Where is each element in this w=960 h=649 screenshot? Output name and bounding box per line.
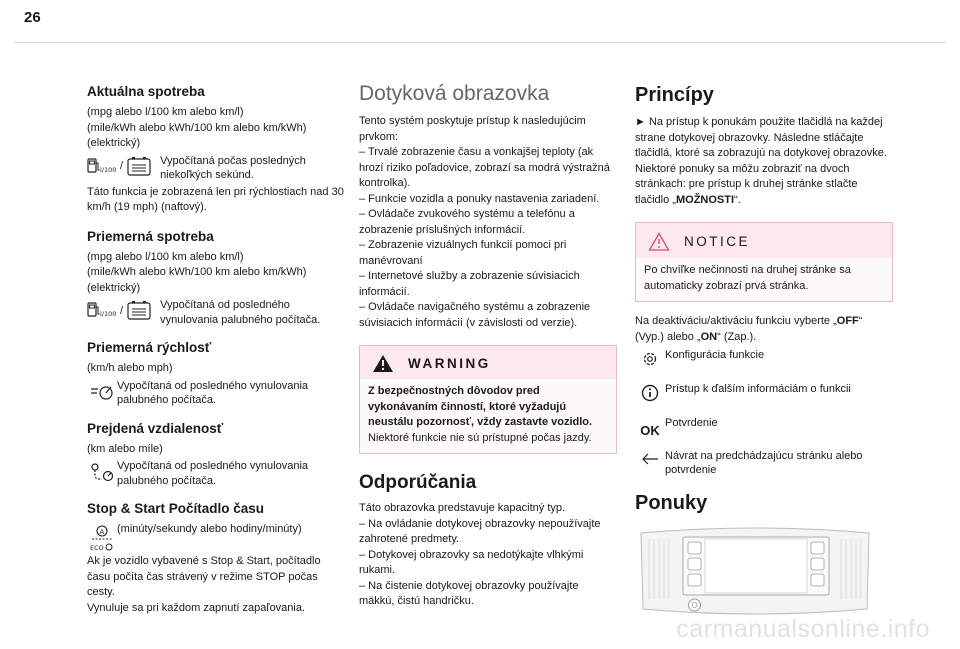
distance-icon-row: Vypočítaná od posledného vynulovania palubného počítača. [87,459,345,488]
svg-text:l/100: l/100 [100,165,117,174]
column-principles [635,74,893,617]
list-item: – Ovládače zvukového systému a telefónu a zobrazenie príslušných informácií. [359,208,575,236]
heading-principles: Princípy [635,84,714,106]
average-consumption-icon-row: l/100 / Vypočítaná od posledného vynulovania palubného počítača. [87,298,345,327]
list-item: – Ovládače navigačného systému a zobrazenie súvisiacich informácií (v závislosti od verzie). [359,301,591,329]
warning-box [359,345,617,454]
unit-distance: (km alebo míle) [87,442,163,455]
notice-title: NOTICE [684,234,751,249]
info-row: Prístup k ďalším informáciám o funkcii [635,382,893,402]
warning-bold-text: Z bezpečnostných dôvodov pred vykonávaním činností, ktoré vyžadujú neustálu pozornosť, vždy zastavte vozidlo. [368,385,593,428]
note-stop-start-2: Vynuluje sa pri každom zapnutí zapaľovania. [87,601,306,614]
notice-box [635,222,893,302]
eco-label: ECO [90,544,104,552]
touch-screen-intro: Tento systém poskytuje prístup k nasledujúcim prvkom: [359,115,586,143]
watermark: carmanualsonline.info [676,615,930,643]
warning-triangle-icon [372,354,394,373]
units-current-consumption: (mpg alebo l/100 km alebo km/l) (mile/kWh alebo kWh/100 km alebo km/kWh) (elektrický) [87,106,307,149]
note-stop-start-1: Ak je vozidlo vybavené s Stop & Start, počítadlo času počíta čas strávený v režime STOP počas cesty. [87,555,321,598]
warning-title: WARNING [408,356,491,371]
header-rule [14,42,946,43]
column-touch-screen [359,74,617,610]
list-item: – Internetové služby a zobrazenie súvisiacich informácií. [359,270,580,298]
heading-recommendations: Odporúčania [359,472,477,493]
page-number: 26 [24,9,41,26]
fuel-consumption-icon [87,301,117,321]
list-item: – Funkcie vozidla a ponuky nastavenia zariadení. [359,192,600,205]
principles-text: ► Na prístup k ponukám použite tlačidlá na každej strane dotykovej obrazovky. Následne stláčajte tlačidlá, ktoré sa zobrazujú na dotykovej obrazovke. Niektoré ponuky sa môžu zobraziť na dvoch stránkach: pre prístup k druhej stránke stlačte tlačidlo „MOŽNOSTI“. [635,116,887,206]
battery-consumption-icon [126,156,154,178]
back-row: Návrat na predchádzajúcu stránku alebo potvrdenie [635,449,893,478]
info-icon [641,384,659,402]
heading-menus: Ponuky [635,491,708,514]
stop-start-icon-row: A ECO (minúty/sekundy alebo hodiny/minúty) [90,523,302,552]
distance-route-icon [89,461,115,483]
heading-touch-screen: Dotyková obrazovka [359,82,550,105]
average-speed-icon-row: Vypočítaná od posledného vynulovania palubného počítača. [87,379,345,408]
current-consumption-icon-row: l/100 / Vypočítaná počas posledných niekoľkých sekúnd. [87,154,345,183]
fuel-consumption-icon [87,157,117,177]
note-current-consumption: Táto funkcia je zobrazená len pri rýchlostiach nad 30 km/h (19 mph) (naftový). [87,185,344,213]
touch-screen-items [359,145,617,331]
list-item: – Na ovládanie dotykovej obrazovky nepoužívajte zahrotené predmety. [359,517,601,545]
ok-icon: OK [640,423,660,438]
recommendations-items [359,517,617,610]
stop-start-eco-icon [90,524,114,552]
battery-consumption-icon [126,300,154,322]
touch-screen-illustration [635,525,875,617]
list-item: – Zobrazenie vizuálnych funkcií pomoci pri manévrovaní [359,239,567,267]
svg-text:A: A [99,528,105,536]
speedometer-icon [89,381,115,401]
heading-current-consumption: Aktuálna spotreba [87,84,205,99]
toggle-text: Na deaktiváciu/aktiváciu funkciu vyberte „OFF“ (Vyp.) alebo „ON“ (Zap.). [635,315,863,343]
column-trip-computer [87,74,345,616]
svg-text:l/100: l/100 [100,310,117,318]
list-item: – Na čistenie dotykovej obrazovky používajte mäkkú, čistú handričku. [359,579,579,607]
notice-triangle-icon [648,232,670,251]
heading-average-speed: Priemerná rýchlosť [87,340,212,355]
back-arrow-icon [640,451,660,467]
list-item: – Trvalé zobrazenie času a vonkajšej teploty (ak hrozí riziko poľadovice, zobrazí sa modrá výstražná kontrolka). [359,146,610,189]
heading-distance-travelled: Prejdená vzdialenosť [87,420,224,436]
recommendations-intro: Táto obrazovka predstavuje kapacitný typ. [359,502,566,514]
list-item: – Dotykovej obrazovky sa nedotýkajte vlhkými rukami. [359,548,584,576]
units-average-consumption: (mpg alebo l/100 km alebo km/l) (mile/kWh alebo kWh/100 km alebo km/kWh) (elektrický) [87,250,307,294]
unit-average-speed: (km/h alebo mph) [87,362,173,374]
settings-row: Konfigurácia funkcie [635,348,893,368]
ok-row: OK Potvrdenie [640,417,718,438]
settings-icon [641,350,659,368]
heading-average-consumption: Priemerná spotreba [87,228,214,244]
notice-text: Po chvíľke nečinnosti na druhej stránke sa automaticky zobrazí prvá stránka. [636,258,892,301]
warning-text: Niektoré funkcie nie sú prístupné počas jazdy. [368,431,592,444]
heading-stop-start: Stop & Start Počítadlo času [87,501,265,516]
